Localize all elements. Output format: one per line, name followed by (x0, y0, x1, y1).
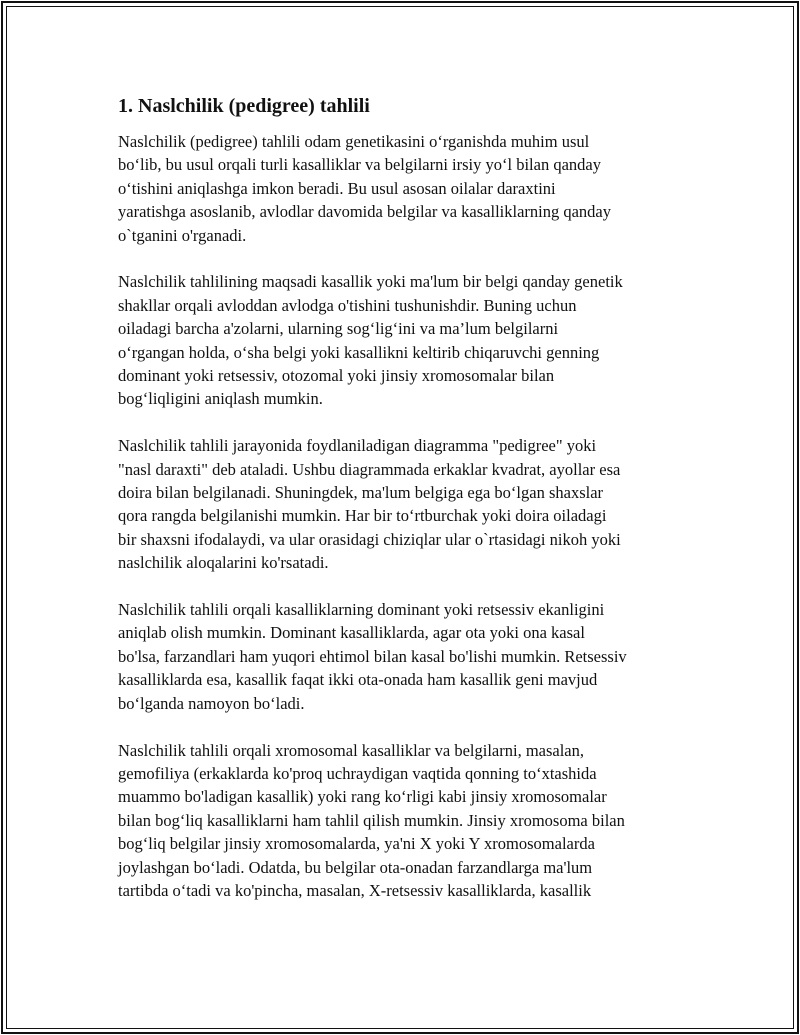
section-heading: 1. Naslchilik (pedigree) tahlili (118, 95, 370, 117)
paragraph-sex-linked: Naslchilik tahlili orqali xromosomal kasalliklar va belgilarni, masalan, gemofiliya (erkaklarda ko'proq uchraydigan vaqtida qonning to‘xtashida muammo bo'ladigan kasallik) yoki rang ko‘rligi kabi jinsiy xromosomalar bilan bog‘liq kasalliklarni ham tahlil qilish mumkin. Jinsiy xromosoma bilan bog‘liq belgilar jinsiy xromosomalarda, ya'ni X yoki Y xromosomalarda joylashgan bo‘ladi. Odatda, bu belgilar ota-onadan farzandlarga ma'lum tartibda o‘tadi va ko'pincha, masalan, X-retsessiv kasalliklarda, kasallik (118, 740, 625, 900)
paragraph-diagram: Naslchilik tahlili jarayonida foydlaniladigan diagramma "pedigree" yoki "nasl daraxti" deb ataladi. Ushbu diagrammada erkaklar kvadrat, ayollar esa doira bilan belgilanadi. Shuningdek, ma'lum belgiga ega bo‘lgan shaxslar qora rangda belgilanishi mumkin. Har bir to‘rtburchak yoki doira oiladagi bir shaxsni ifodalaydi, va ular orasidagi chiziqlar ular o`rtasidagi nikoh yoki naslchilik aloqalarini ko'rsatadi. (118, 436, 621, 573)
paragraph-intro: Naslchilik (pedigree) tahlili odam genetikasini o‘rganishda muhim usul bo‘lib, bu usul orqali turli kasalliklar va belgilarni irsiy yo‘l bilan qanday o‘tishini aniqlashga imkon beradi. Bu usul asosan oilalar daraxtini yaratishga asoslanib, avlodlar davomida belgilar va kasalliklarning qanday o`tganini o'rganadi. (118, 132, 612, 245)
document-body (118, 92, 690, 926)
paragraph-purpose: Naslchilik tahlilining maqsadi kasallik yoki ma'lum bir belgi qanday genetik shakllar orqali avloddan avlodga o'tishini tushunishdir. Buning uchun oiladagi barcha a'zolarni, ularning sog‘lig‘ini va ma’lum belgilarni o‘rgangan holda, o‘sha belgi yoki kasallikni keltirib chiqaruvchi genning dominant yoki retsessiv, otozomal yoki jinsiy xromosomalar bilan bog‘liqligini aniqlash mumkin. (118, 272, 623, 409)
paragraph-dominance: Naslchilik tahlili orqali kasalliklarning dominant yoki retsessiv ekanligini aniqlab olish mumkin. Dominant kasalliklarda, agar ota yoki ona kasal bo'lsa, farzandlari ham yuqori ehtimol bilan kasal bo'lishi mumkin. Retsessiv kasalliklarda esa, kasallik faqat ikki ota-onada ham kasallik geni mavjud bo‘lganda namoyon bo‘ladi. (118, 600, 627, 713)
